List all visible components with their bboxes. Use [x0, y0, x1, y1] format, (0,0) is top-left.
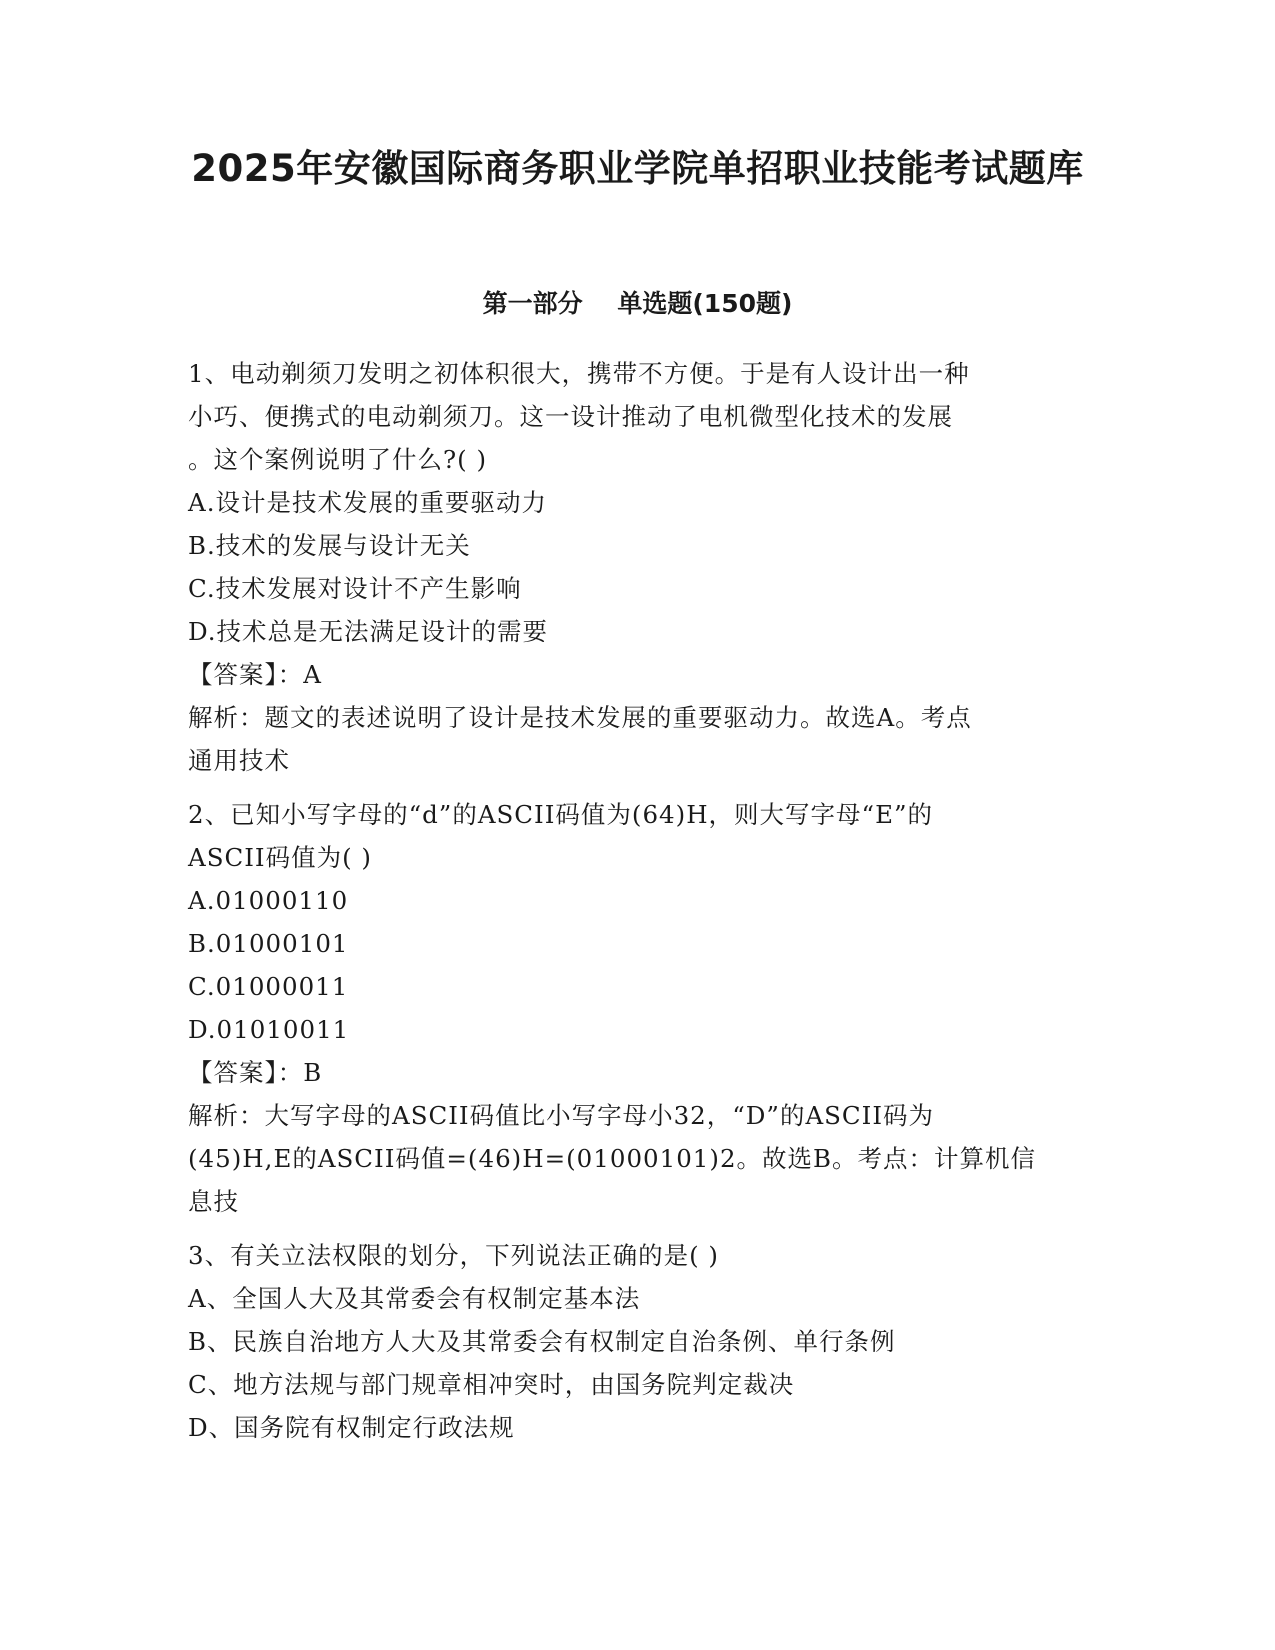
option-c: C.01000011	[188, 972, 349, 1001]
question-stem-line: ASCII码值为( )	[188, 843, 372, 872]
option-b: B.技术的发展与设计无关	[188, 531, 471, 560]
explanation-line: 息技	[188, 1187, 239, 1216]
question-list	[188, 352, 1088, 1460]
option-d: D.01010011	[188, 1015, 350, 1044]
question-stem-line: 1、电动剃须刀发明之初体积很大，携带不方便。于是有人设计出一种	[188, 359, 970, 388]
section-title: 第一部分 单选题(150题)	[482, 289, 793, 318]
question-stem-line: 3、有关立法权限的划分，下列说法正确的是( )	[188, 1241, 719, 1270]
question-stem-line: 。这个案例说明了什么?( )	[188, 445, 488, 474]
option-d: D.技术总是无法满足设计的需要	[188, 617, 549, 646]
explanation-line: 解析：大写字母的ASCII码值比小写字母小32，“D”的ASCII码为	[188, 1101, 935, 1130]
explanation-line: 通用技术	[188, 746, 290, 775]
question-2	[188, 793, 1088, 1223]
answer-line: 【答案】：B	[188, 1058, 323, 1087]
question-1	[188, 352, 1088, 782]
option-b: B.01000101	[188, 929, 349, 958]
explanation-line: 解析：题文的表述说明了设计是技术发展的重要驱动力。故选A。考点	[188, 703, 972, 732]
explanation-line: (45)H,E的ASCII码值=(46)H=(01000101)2。故选B。考点：计算机信	[188, 1144, 1037, 1173]
question-stem-line: 小巧、便携式的电动剃须刀。这一设计推动了电机微型化技术的发展	[188, 402, 953, 431]
option-c: C、地方法规与部门规章相冲突时，由国务院判定裁决	[188, 1370, 795, 1399]
option-b: B、民族自治地方人大及其常委会有权制定自治条例、单行条例	[188, 1327, 896, 1356]
question-stem-line: 2、已知小写字母的“d”的ASCII码值为(64)H，则大写字母“E”的	[188, 800, 933, 829]
option-c: C.技术发展对设计不产生影响	[188, 574, 522, 603]
question-3	[188, 1234, 1088, 1449]
option-d: D、国务院有权制定行政法规	[188, 1413, 515, 1442]
option-a: A.设计是技术发展的重要驱动力	[188, 488, 547, 517]
document-title: 2025年安徽国际商务职业学院单招职业技能考试题库	[191, 147, 1084, 190]
option-a: A、全国人大及其常委会有权制定基本法	[188, 1284, 641, 1313]
answer-line: 【答案】：A	[188, 660, 322, 689]
option-a: A.01000110	[188, 886, 349, 915]
